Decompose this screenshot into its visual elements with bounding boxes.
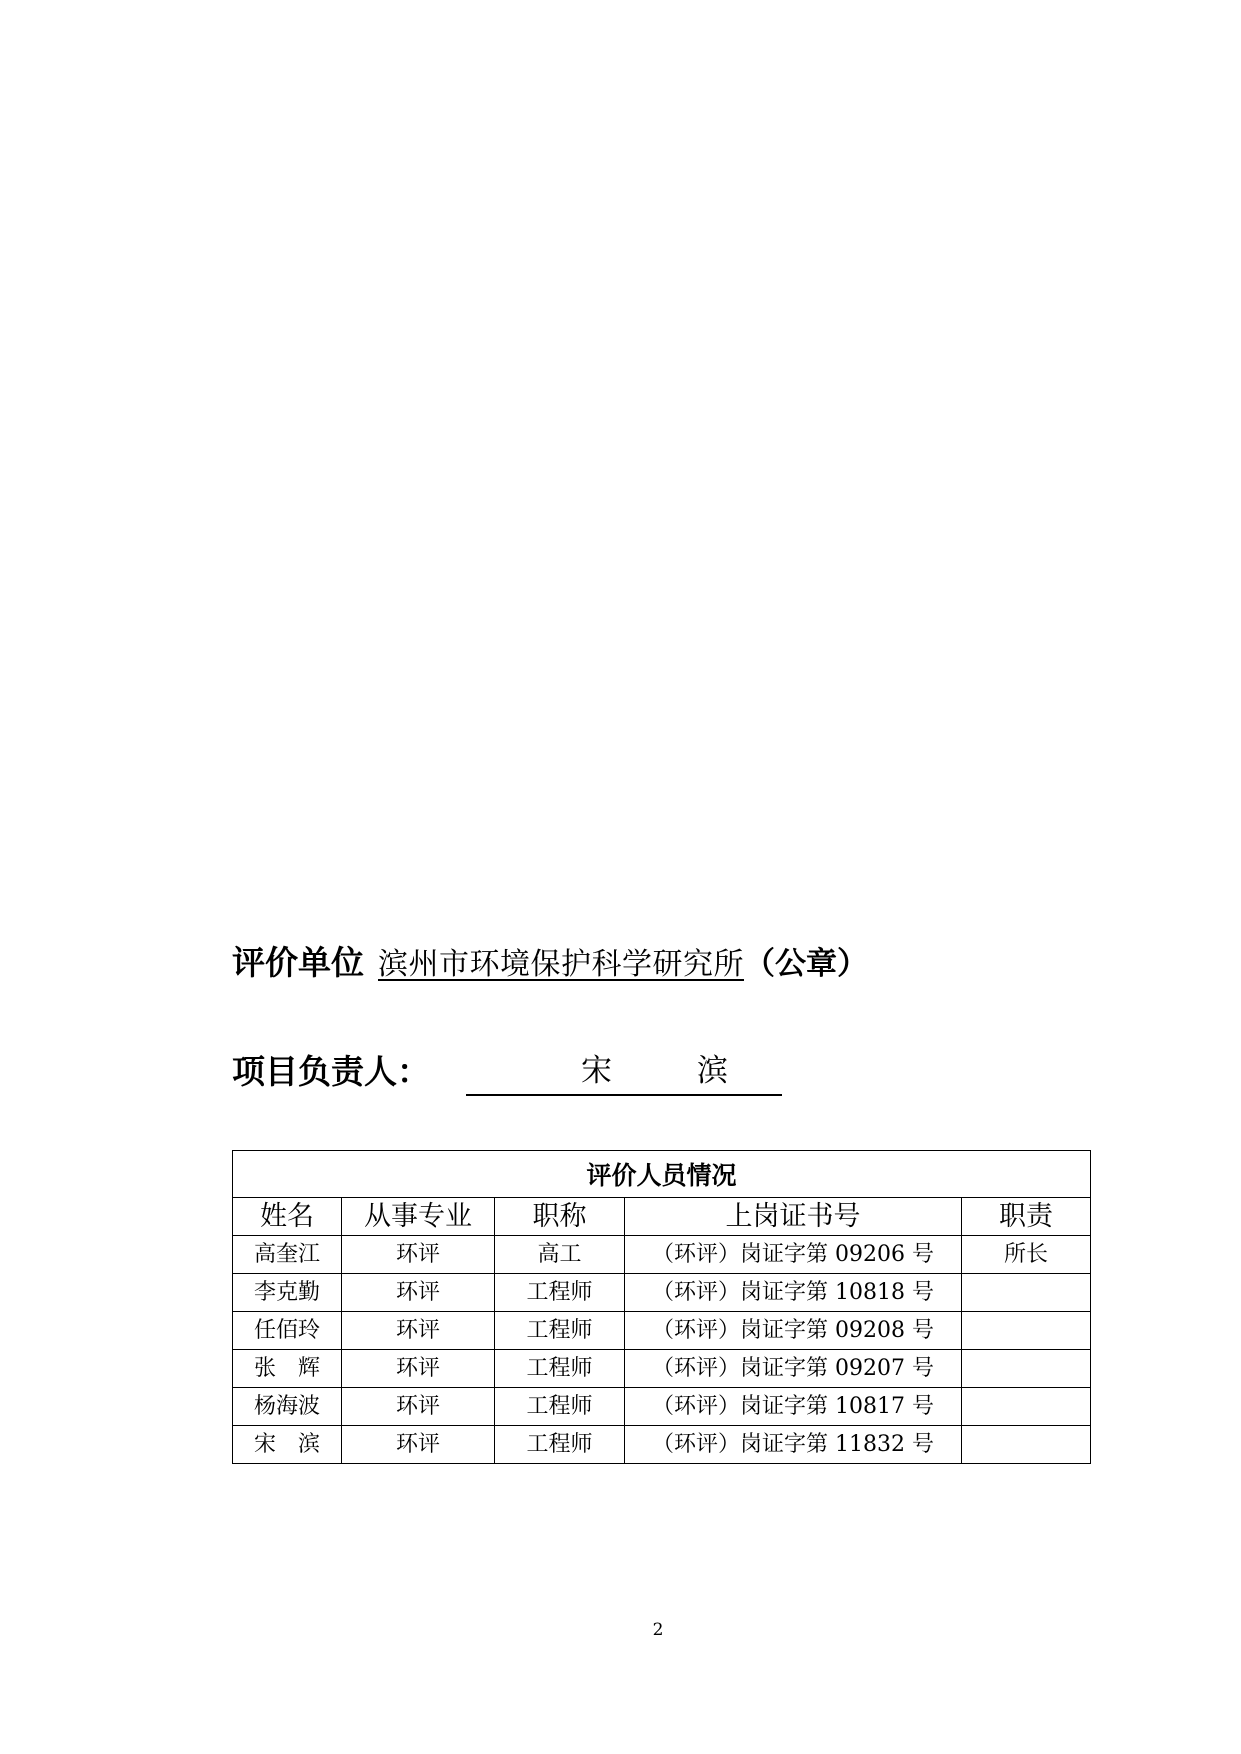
page-number: 2 [652,1620,664,1640]
staff-table-title: 评价人员情况 [233,1151,1091,1198]
staff-name-cell: 任佰玲 [233,1312,342,1350]
official-seal-note: （公章） [744,946,868,982]
staff-cert-cell: （环评）岗证字第 10817 号 [625,1388,962,1426]
staff-title-cell: 工程师 [495,1274,625,1312]
column-header-title: 职称 [495,1198,625,1236]
staff-cert-cell: （环评）岗证字第 10818 号 [625,1274,962,1312]
staff-name-cell: 杨海波 [233,1388,342,1426]
staff-field-cell: 环评 [342,1274,495,1312]
project-leader-label: 项目负责人： [232,1052,430,1091]
staff-title-cell: 工程师 [495,1350,625,1388]
staff-table-title-row [233,1151,1091,1198]
staff-duty-cell [962,1274,1091,1312]
project-leader-given-name: 滨 [697,1053,728,1089]
column-header-duty: 职责 [962,1198,1091,1236]
column-header-field: 从事专业 [342,1198,495,1236]
staff-title-cell: 工程师 [495,1312,625,1350]
staff-duty-cell [962,1426,1091,1464]
staff-duty-cell [962,1350,1091,1388]
staff-field-cell: 环评 [342,1312,495,1350]
staff-field-cell: 环评 [342,1236,495,1274]
project-leader-name [466,1048,782,1096]
staff-table-header-row [233,1198,1091,1236]
staff-name-cell: 宋 滨 [233,1426,342,1464]
staff-field-cell: 环评 [342,1388,495,1426]
staff-title-cell: 高工 [495,1236,625,1274]
evaluation-unit-line [232,938,868,988]
staff-cert-cell: （环评）岗证字第 09206 号 [625,1236,962,1274]
staff-title-cell: 工程师 [495,1388,625,1426]
table-row [233,1312,1091,1350]
evaluation-unit-name: 滨州市环境保护科学研究所 [378,947,744,982]
staff-cert-cell: （环评）岗证字第 09208 号 [625,1312,962,1350]
evaluation-unit-label: 评价单位 [232,943,364,982]
staff-table [232,1150,1091,1464]
staff-duty-cell [962,1388,1091,1426]
staff-name-cell: 高奎江 [233,1236,342,1274]
staff-field-cell: 环评 [342,1426,495,1464]
table-row [233,1274,1091,1312]
table-row [233,1426,1091,1464]
table-row [233,1236,1091,1274]
table-row [233,1350,1091,1388]
staff-duty-cell: 所长 [962,1236,1091,1274]
staff-duty-cell [962,1312,1091,1350]
staff-name-cell: 张 辉 [233,1350,342,1388]
column-header-name: 姓名 [233,1198,342,1236]
staff-cert-cell: （环评）岗证字第 09207 号 [625,1350,962,1388]
staff-name-cell: 李克勤 [233,1274,342,1312]
project-leader-surname: 宋 [581,1053,612,1089]
staff-cert-cell: （环评）岗证字第 11832 号 [625,1426,962,1464]
column-header-cert: 上岗证书号 [625,1198,962,1236]
project-leader-line [232,1048,430,1096]
staff-field-cell: 环评 [342,1350,495,1388]
staff-title-cell: 工程师 [495,1426,625,1464]
table-row [233,1388,1091,1426]
